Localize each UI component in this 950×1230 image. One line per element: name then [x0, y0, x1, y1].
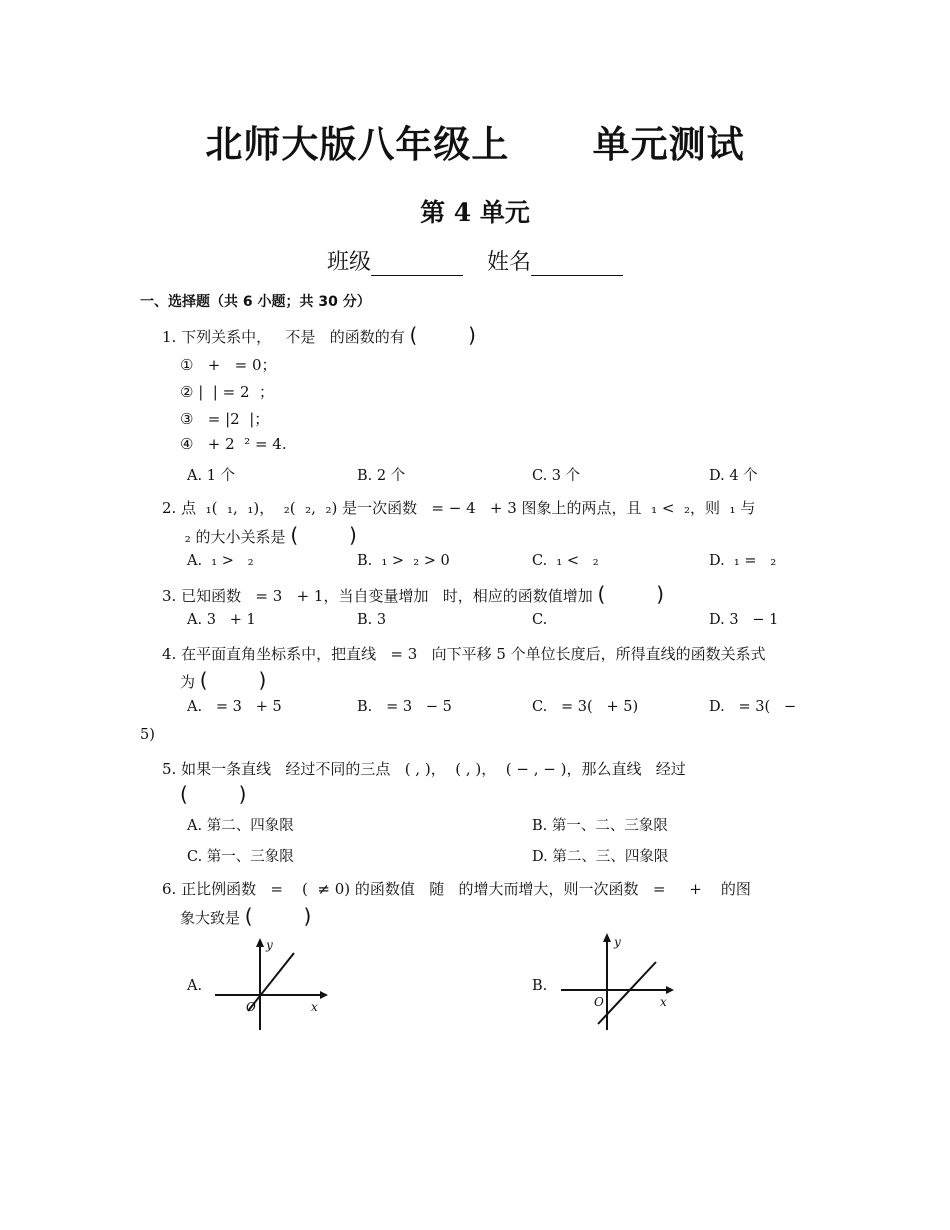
- q4-line-2-text: 为: [180, 673, 196, 691]
- q5-option-c[interactable]: C. 第一、三象限: [187, 849, 294, 865]
- q6-graph-b[interactable]: [556, 930, 676, 1035]
- q6-graph-a[interactable]: [210, 935, 330, 1035]
- q2-option-c[interactable]: C. ₁ < ₂: [532, 553, 599, 569]
- q6-line-2-text: 象大致是: [180, 909, 241, 927]
- q1-option-a[interactable]: A. 1 个: [187, 468, 236, 484]
- name-blank[interactable]: [531, 253, 623, 276]
- q5-line-1: 5. 如果一条直线 经过不同的三点 ( , )， ( , )， ( − , − )，那么直线 经过: [162, 760, 686, 778]
- class-blank[interactable]: [371, 253, 463, 276]
- q5-option-d[interactable]: D. 第二、三、四象限: [532, 849, 669, 865]
- y-axis-label: y: [614, 935, 621, 949]
- q6-option-a-label[interactable]: A.: [187, 978, 203, 994]
- q6-paren[interactable]: ( ): [244, 904, 312, 928]
- class-label: 班级: [326, 250, 371, 275]
- unit-heading: 第 4 单元: [420, 198, 530, 227]
- q1-item-1: ① + = 0；: [180, 356, 277, 374]
- q3-option-a[interactable]: A. 3 + 1: [187, 612, 256, 628]
- q2-option-d[interactable]: D. ₁ = ₂: [709, 553, 777, 569]
- q3-option-c[interactable]: C.: [532, 612, 548, 628]
- q4-option-c[interactable]: C. = 3( + 5): [532, 699, 639, 715]
- q1-item-4: ④ + 2 ² = 4.: [180, 435, 287, 453]
- q2-option-a[interactable]: A. ₁ > ₂: [187, 553, 254, 569]
- q1-option-c[interactable]: C. 3 个: [532, 468, 581, 484]
- q4-option-a[interactable]: A. = 3 + 5: [187, 699, 282, 715]
- q2-line-1: 2. 点 ₁( ₁, ₁)， ₂( ₂, ₂) 是一次函数 = − 4 + 3 图象上的两点，且 ₁ < ₂，则 ₁ 与: [162, 499, 756, 517]
- q1-item-2: ② | | = 2 ；: [180, 383, 275, 401]
- q5-option-b[interactable]: B. 第一、二、三象限: [532, 818, 668, 834]
- q6-line-1: 6. 正比例函数 = ( ≠ 0) 的函数值 随 的增大而增大，则一次函数 = + 的图: [162, 880, 751, 898]
- q1-stem: [162, 325, 476, 347]
- y-axis-arrow-icon: [256, 938, 264, 947]
- q5-paren[interactable]: ( ): [180, 782, 247, 806]
- x-axis-arrow-icon: [320, 991, 328, 999]
- y-axis-label: y: [266, 938, 273, 952]
- y-axis-arrow-icon: [603, 933, 611, 942]
- q1-option-b[interactable]: B. 2 个: [357, 468, 406, 484]
- q1-item-3: ③ = |2 |；: [180, 410, 270, 428]
- q5-option-a[interactable]: A. 第二、四象限: [187, 818, 294, 834]
- q3-option-b[interactable]: B. 3: [357, 612, 387, 628]
- q6-line-2: [180, 906, 311, 928]
- x-axis-arrow-icon: [666, 986, 674, 994]
- q3-option-d[interactable]: D. 3 − 1: [709, 612, 779, 628]
- class-name-line: [0, 245, 950, 276]
- q2-line-2-text: ₂ 的大小关系是: [180, 528, 286, 546]
- q1-option-d[interactable]: D. 4 个: [709, 468, 758, 484]
- q4-line-1: 4. 在平面直角坐标系中，把直线 = 3 向下平移 5 个单位长度后，所得直线的函数关系式: [162, 645, 766, 663]
- q1-stem-text: 1. 下列关系中， 不是 的函数的有: [162, 328, 405, 346]
- section-heading: 一、选择题（共 6 小题；共 30 分）: [140, 294, 371, 310]
- q4-line-2: [180, 670, 266, 692]
- q4-option-d[interactable]: D. = 3( −: [709, 699, 797, 715]
- q3-stem-text: 3. 已知函数 = 3 + 1，当自变量增加 时，相应的函数值增加: [162, 587, 593, 605]
- page-title: 北师大版八年级上 单元测试: [205, 123, 745, 166]
- x-axis-label: x: [311, 1000, 318, 1014]
- q6-option-b-label[interactable]: B.: [532, 978, 548, 994]
- q3-stem: [162, 584, 664, 606]
- q3-paren[interactable]: ( ): [597, 582, 665, 606]
- name-label: 姓名: [487, 250, 532, 275]
- q4-option-d-wrap: 5): [140, 727, 155, 743]
- q1-paren[interactable]: ( ): [409, 323, 476, 347]
- q2-option-b[interactable]: B. ₁ > ₂ > 0: [357, 553, 450, 569]
- origin-label: O: [246, 1000, 256, 1014]
- q4-option-b[interactable]: B. = 3 − 5: [357, 699, 452, 715]
- x-axis-label: x: [660, 995, 667, 1009]
- q2-line-2: [180, 525, 357, 547]
- q2-paren[interactable]: ( ): [290, 523, 357, 547]
- q4-paren[interactable]: ( ): [199, 668, 267, 692]
- origin-label: O: [594, 995, 604, 1009]
